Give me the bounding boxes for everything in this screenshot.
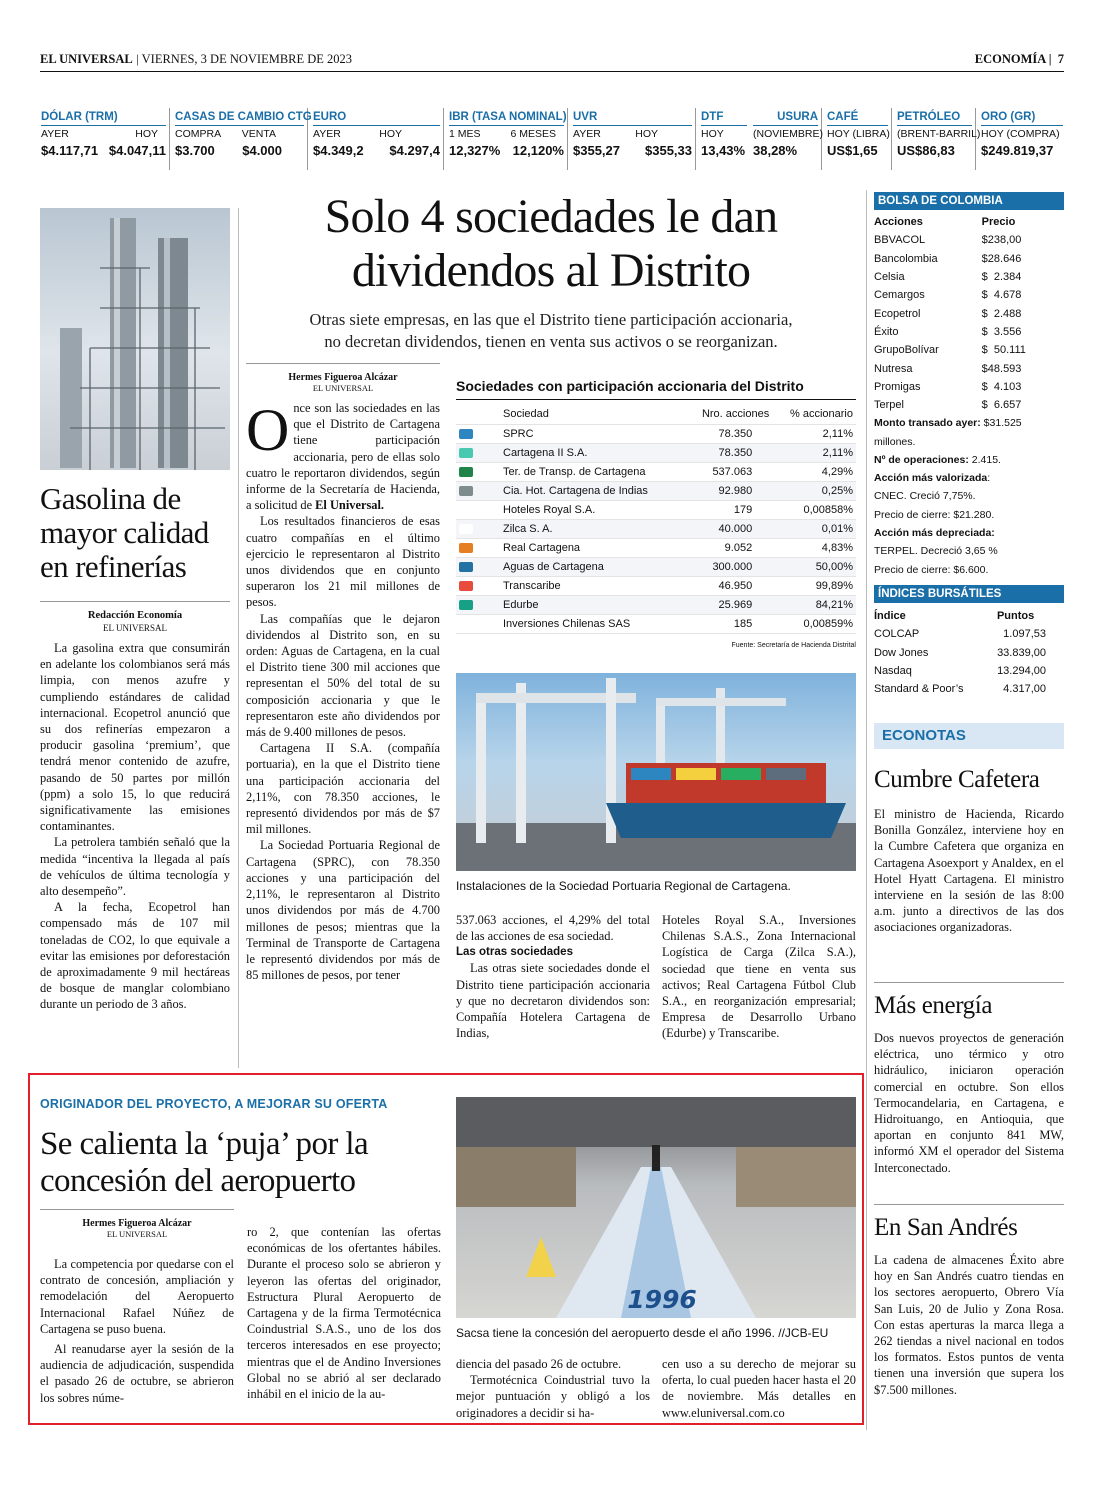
- company-logo-icon: [459, 543, 473, 553]
- table-cell: Zilca S. A.: [500, 519, 683, 538]
- gasoline-title: [40, 482, 230, 584]
- paragraph: diencia del pasado 26 de octubre.: [456, 1357, 622, 1371]
- stat-value: Precio de cierre: $21.280.: [874, 508, 995, 521]
- market-label: PETRÓLEO: [897, 108, 972, 126]
- table-cell: Nutresa: [874, 362, 913, 375]
- table-cell: Dow Jones: [874, 646, 929, 659]
- market-value: $4.117,71: [41, 143, 99, 158]
- table-cell: $ 6.657: [981, 399, 1022, 412]
- table-cell: 92.980: [683, 481, 772, 500]
- photo-year-text: 1996: [627, 1285, 697, 1314]
- market-dolar: [38, 108, 170, 170]
- market-sub: 6 MESES: [510, 128, 556, 140]
- table-cell: Standard & Poor’s: [874, 683, 964, 696]
- main-body-col1: [246, 397, 440, 983]
- market-value: $4.349,2: [313, 143, 364, 158]
- market-sub: (NOVIEMBRE): [753, 128, 824, 140]
- econota-title: Más energía: [874, 992, 993, 1019]
- market-value: US$86,83: [897, 143, 955, 158]
- headline-line: Se calienta la ‘puja’ por la: [40, 1126, 369, 1162]
- market-label: DÓLAR (TRM): [41, 108, 166, 126]
- page-date: VIERNES, 3 DE NOVIEMBRE DE 2023: [141, 52, 353, 66]
- market-euro: [310, 108, 444, 170]
- table-cell: 2,11%: [772, 424, 856, 443]
- newspaper-name: El Universal.: [315, 498, 385, 513]
- paragraph: La competencia por quedarse con el contrato de concesión, ampliación y remodelación del Aeropuerto Internacional Rafael Núñez de Cartagena se puso buena.: [40, 1257, 234, 1336]
- market-sub: HOY: [635, 128, 658, 140]
- company-logo-icon: [459, 619, 473, 629]
- paragraph: nce son las sociedades en las que el Distrito de Cartagena tiene participación accionaria, pero de ellas solo cuatro le reportaron dividendos, según informe de la Secretaría de Hacienda, a solicitud de: [246, 401, 440, 513]
- company-logo-icon: [459, 448, 473, 458]
- market-value: $3.700: [175, 143, 215, 158]
- table-row: [456, 595, 856, 614]
- stat-value: CNEC. Creció 7,75%.: [874, 490, 976, 503]
- table-row: [874, 304, 1054, 322]
- deck-line: no decretan dividendos, tienen en venta sus activos o se reorganizan.: [324, 332, 778, 351]
- table-row: [874, 644, 1046, 662]
- indices-box: [874, 585, 1064, 698]
- market-petroleo: [894, 108, 981, 170]
- table-row: [874, 341, 1054, 359]
- table-cell: 46.950: [683, 576, 772, 595]
- table-cell: 4,29%: [772, 462, 856, 481]
- table-cell: 99,89%: [772, 576, 856, 595]
- table-cell: 0,25%: [772, 481, 856, 500]
- market-ibr: [446, 108, 568, 170]
- table-cell: 78.350: [683, 443, 772, 462]
- table-cell: 25.969: [683, 595, 772, 614]
- market-sub: AYER: [573, 128, 601, 140]
- stat-label: Nº de operaciones:: [874, 453, 969, 466]
- market-usura: [750, 108, 822, 170]
- table-cell: 4,83%: [772, 538, 856, 557]
- table-row: [456, 443, 856, 462]
- market-casas: [172, 108, 312, 170]
- column-header: Acciones: [874, 216, 923, 229]
- market-label: CAFÉ: [827, 108, 888, 126]
- market-uvr: [570, 108, 696, 170]
- airport-photo: [456, 1097, 856, 1318]
- market-label: ORO (GR): [981, 108, 1063, 126]
- paragraph: Hoteles Royal S.A., Inversiones Chilenas S.A.S., Zona Internacional Logística de Carga (Zilca S.A.), sociedad que tiene en venta sus activos; Real Cartagena Fútbol Club S.A., en reorganización empresarial; Empresa de Desarrollo Urbano (Edurbe) y Transcaribe.: [662, 913, 856, 1041]
- airport-headline: [40, 1126, 450, 1200]
- market-label: UVR: [573, 108, 692, 126]
- table-cell: Inversiones Chilenas SAS: [500, 614, 683, 633]
- paragraph: Cartagena II S.A. (compañía portuaria), en la que el Distrito tiene una participación accionaria del 2,11%, con 78.350 acciones, le representó dividendos por más de $7 mil millones.: [246, 741, 440, 837]
- airport-col3: [456, 1356, 650, 1421]
- table-cell: Promigas: [874, 380, 921, 393]
- company-logo-icon: [459, 562, 473, 572]
- sociedades-table: [456, 405, 856, 634]
- table-cell: Cia. Hot. Cartagena de Indias: [500, 481, 683, 500]
- table-cell: 33.839,00: [997, 646, 1046, 659]
- market-value: $4.000: [242, 143, 282, 158]
- table-row: [456, 481, 856, 500]
- market-sub: VENTA: [241, 128, 276, 140]
- table-cell: 40.000: [683, 519, 772, 538]
- airport-col4: [662, 1356, 856, 1421]
- market-sub: HOY: [135, 128, 158, 140]
- market-label: CASAS DE CAMBIO CTG: [175, 108, 304, 126]
- table-cell: 0,00858%: [772, 500, 856, 519]
- company-logo-icon: [459, 524, 473, 534]
- page-number: 7: [1057, 52, 1064, 66]
- byline-org: EL UNIVERSAL: [103, 623, 167, 633]
- table-row: [456, 424, 856, 443]
- market-oro: [978, 108, 1066, 170]
- column-header: % accionario: [772, 405, 856, 424]
- market-sub: AYER: [313, 128, 341, 140]
- stat-value: 2.415.: [968, 453, 1001, 466]
- table-row: [456, 462, 856, 481]
- table-row: [874, 625, 1046, 643]
- airport-photo-caption: Sacsa tiene la concesión del aeropuerto desde el año 1996. //JCB-EU: [456, 1326, 829, 1340]
- section-name: ECONOMÍA: [974, 52, 1046, 66]
- market-label: DTF: [701, 108, 747, 126]
- gasoline-title-line: en refinerías: [40, 549, 187, 584]
- table-cell: $ 4.678: [981, 289, 1022, 302]
- company-logo-icon: [459, 581, 473, 591]
- market-value: 12,120%: [512, 143, 564, 158]
- table-cell: BBVACOL: [874, 234, 926, 247]
- subhead: Las otras sociedades: [456, 946, 573, 959]
- market-value: $355,27: [573, 143, 620, 158]
- table-cell: 1.097,53: [1003, 628, 1046, 641]
- table-row: [874, 231, 1054, 249]
- market-sub: HOY: [379, 128, 402, 140]
- byline-org: EL UNIVERSAL: [106, 1229, 168, 1239]
- company-logo-icon: [459, 486, 473, 496]
- table-cell: $28.646: [981, 252, 1022, 265]
- stat-value: $31.525 millones.: [874, 417, 1022, 448]
- table-row: [874, 680, 1046, 698]
- stat-value: Precio de cierre: $6.600.: [874, 563, 989, 576]
- table-title: Sociedades con participación accionaria del Distrito: [456, 378, 856, 400]
- table-cell: 2,11%: [772, 443, 856, 462]
- table-cell: Éxito: [874, 325, 899, 338]
- byline-name: Hermes Figueroa Alcázar: [82, 1218, 192, 1229]
- table-row: [456, 576, 856, 595]
- table-row: [874, 323, 1054, 341]
- table-cell: 185: [683, 614, 772, 633]
- column-header: Índice: [874, 610, 906, 623]
- table-cell: $ 4.103: [981, 380, 1022, 393]
- table-cell: Nasdaq: [874, 665, 912, 678]
- market-value: 38,28%: [753, 143, 798, 158]
- paragraph: Las otras siete sociedades donde el Distrito tiene participación accionaria y que no decretaron dividendos son: Compañía Hotelera Cartagena de Indias,: [456, 961, 650, 1041]
- table-cell: Edurbe: [500, 595, 683, 614]
- airport-col1: [40, 1256, 234, 1406]
- paragraph: Al reanudarse ayer la sesión de la audiencia de adjudicación, suspendida el pasado 26 de octubre, se abrieron los sobres núme-: [40, 1342, 234, 1405]
- table-cell: Terpel: [874, 399, 904, 412]
- table-cell: Real Cartagena: [500, 538, 683, 557]
- refinery-photo: [40, 208, 230, 470]
- paragraph: El ministro de Hacienda, Ricardo Bonilla González, interviene hoy en la Cumbre Cafetera que organiza en Cartagena Asoexport y Analdex, en el Hotel Hyatt Cartagena. El ministro interviene en la sesión de las 8:00 a.m. junto a directivos de las dos asociaciones organizadoras.: [874, 807, 1064, 935]
- market-value: 12,327%: [449, 143, 501, 158]
- table-cell: Transcaribe: [500, 576, 683, 595]
- stat-label: Acción más depreciada:: [874, 527, 995, 540]
- main-byline: [246, 372, 440, 394]
- port-photo-caption: Instalaciones de la Sociedad Portuaria Regional de Cartagena.: [456, 879, 791, 893]
- table-cell: Cemargos: [874, 289, 925, 302]
- table-row: [874, 359, 1054, 377]
- table-source: Fuente: Secretaría de Hacienda Distrital: [731, 641, 856, 649]
- bolsa-stats: Monto transado ayer: $31.525 millones. Nº de operaciones: 2.415. Acción más valorizada: CNEC. Creció 7,75%. Precio de cierre: $21.280. Acción más depreciada: TERPEL. Decreció 3,65 % Precio de cierre: $6.600.: [874, 414, 1064, 579]
- econotas-title: ECONOTAS: [874, 723, 1064, 749]
- company-logo-icon: [459, 505, 473, 515]
- main-headline: [246, 190, 856, 298]
- market-sub: HOY: [701, 128, 724, 140]
- byline-name: Redacción Economía: [87, 610, 183, 621]
- market-value: US$1,65: [827, 143, 878, 158]
- table-cell: $238,00: [981, 234, 1022, 247]
- table-cell: $ 3.556: [981, 325, 1022, 338]
- table-row: [874, 250, 1054, 268]
- company-logo-icon: [459, 467, 473, 477]
- table-cell: $ 2.488: [981, 307, 1022, 320]
- headline-line: dividendos al Distrito: [351, 244, 751, 297]
- table-cell: 0,00859%: [772, 614, 856, 633]
- stat-label: Acción más valorizada: [874, 472, 988, 485]
- company-logo-icon: [459, 600, 473, 610]
- market-value: 13,43%: [701, 143, 746, 158]
- table-cell: Hoteles Royal S.A.: [500, 500, 683, 519]
- table-cell: 4.317,00: [1003, 683, 1046, 696]
- market-sub: AYER: [41, 128, 69, 140]
- table-cell: Ter. de Transp. de Cartagena: [500, 462, 683, 481]
- econota-cumbre: [874, 764, 1064, 936]
- table-row: [456, 538, 856, 557]
- airport-byline: [40, 1218, 234, 1240]
- table-row: [874, 396, 1054, 414]
- paragraph: La petrolera también señaló que la medida “incentiva la llegada al país de vehículos de última tecnología y alto desempeño”.: [40, 835, 230, 899]
- table-cell: 50,00%: [772, 557, 856, 576]
- table-cell: SPRC: [500, 424, 683, 443]
- stat-label: Monto transado ayer:: [874, 417, 981, 430]
- paragraph: Los resultados financieros de esas cuatro compañías en el último ejercicio le representaron al Distrito unos dividendos que en conjunto superaron los 21 mil millones de pesos.: [246, 514, 440, 610]
- table-row: [874, 268, 1054, 286]
- gasoline-title-line: mayor calidad: [40, 515, 209, 550]
- market-sub: COMPRA: [175, 128, 222, 140]
- market-sub: (BRENT-BARRIL): [897, 128, 981, 140]
- sociedades-table-box: [456, 378, 856, 649]
- bolsa-title: BOLSA DE COLOMBIA: [874, 192, 1064, 210]
- main-deck: [246, 309, 856, 353]
- headline-line: concesión del aeropuerto: [40, 1163, 356, 1199]
- bolsa-table: [874, 213, 1054, 414]
- market-value: $4.297,4: [389, 143, 440, 158]
- column-header: Precio: [981, 216, 1016, 229]
- econota-title: Cumbre Cafetera: [874, 766, 1040, 793]
- market-label: IBR (TASA NOMINAL): [449, 108, 564, 126]
- market-value: $4.047,11: [108, 143, 166, 158]
- market-cafe: [824, 108, 892, 170]
- paragraph: 537.063 acciones, el 4,29% del total de las acciones de esa sociedad.: [456, 913, 650, 944]
- table-row: [456, 614, 856, 633]
- table-cell: 78.350: [683, 424, 772, 443]
- paragraph: Las compañías que le dejaron dividendos al Distrito son, en su orden: Aguas de Cartagena, en la cual el Distrito tiene 300 mil acciones que representan el 50% del total de su composición accionaria y que le representaron este año dividendos por más de 9.400 millones de pesos.: [246, 611, 440, 740]
- table-cell: 9.052: [683, 538, 772, 557]
- drop-cap: O: [246, 397, 290, 463]
- table-cell: $ 50.111: [981, 344, 1026, 357]
- table-cell: 13.294,00: [997, 665, 1046, 678]
- table-cell: 179: [683, 500, 772, 519]
- paragraph: La Sociedad Portuaria Regional de Cartagena (SPRC), con 78.350 acciones y una participación del 2,11%, le representaron al Distrito unos dividendos por más de 4.700 millones de pesos; mientras que la Terminal de Transporte de Cartagena le representó dividendos por más de 85 millones de pesos, por tener: [246, 838, 440, 983]
- paragraph: cen uso a su derecho de mejorar su oferta, lo cual pueden hacer hasta el 20 de noviembre. Más detalles en www.eluniversal.com.co: [662, 1357, 856, 1420]
- market-dtf: [698, 108, 750, 170]
- table-row: [874, 378, 1054, 396]
- table-cell: 0,01%: [772, 519, 856, 538]
- econota-title: En San Andrés: [874, 1214, 1018, 1241]
- table-cell: 537.063: [683, 462, 772, 481]
- paragraph: Termotécnica Coindustrial tuvo la mejor puntuación y obligó a los originadores a decidir si ha-: [456, 1373, 650, 1420]
- main-body-col2: [456, 912, 650, 1041]
- econota-sanandres: [874, 1212, 1064, 1398]
- column-header: Puntos: [996, 610, 1035, 623]
- deck-line: Otras siete empresas, en las que el Distrito tiene participación accionaria,: [309, 310, 793, 329]
- table-cell: Celsia: [874, 271, 905, 284]
- gasoline-byline: [40, 610, 230, 634]
- paragraph: La gasolina extra que consumirán en adelante los colombianos será más limpia, con menos azufre y cumpliendo estándares de calidad internacional. Ecopetrol anunció que su dos refinerías empezaron a producir gasolina ‘premium’, que tendrá menor contenido de azufre, pasando de 50 partes por millón (ppm) a solo 15, lo que reducirá significativamente las emisiones contaminantes.: [40, 641, 230, 834]
- market-label: EURO: [313, 108, 440, 126]
- table-cell: GrupoBolívar: [874, 344, 939, 357]
- paragraph: A la fecha, Ecopetrol han compensado más de 107 mil toneladas de CO2, lo que equivale a evitar las emisiones por deforestación de aproximadamente 9 mil hectáreas de bosque de manglar colombiano durante un periodo de 3 años.: [40, 900, 230, 1012]
- table-cell: Cartagena II S.A.: [500, 443, 683, 462]
- table-row: [456, 519, 856, 538]
- table-cell: Ecopetrol: [874, 307, 921, 320]
- header-rule: [40, 71, 1064, 72]
- market-sub: HOY (LIBRA): [827, 128, 890, 140]
- byline-name: Hermes Figueroa Alcázar: [288, 372, 398, 383]
- table-cell: 300.000: [683, 557, 772, 576]
- table-cell: $48.593: [981, 362, 1022, 375]
- indices-title: ÍNDICES BURSÁTILES: [874, 585, 1064, 603]
- market-value: $355,33: [645, 143, 692, 158]
- stat-value: TERPEL. Decreció 3,65 %: [874, 545, 998, 558]
- indices-table: [874, 607, 1046, 698]
- market-sub: 1 MES: [449, 128, 481, 140]
- paragraph: Dos nuevos proyectos de generación eléctrica, uno térmico y otro hidráulico, iniciaron operación comercial en octubre. Son ellos Termocandelaria, en Cartagena, e Hidroituango, en Antioquia, que aportan en conjunto 841 MW, informó XM el operador del Sistema Interconectado.: [874, 1031, 1064, 1175]
- airport-kicker: ORIGINADOR DEL PROYECTO, A MEJORAR SU OFERTA: [40, 1097, 388, 1111]
- gasoline-body: [40, 640, 230, 1013]
- paragraph: La cadena de almacenes Éxito abre hoy en San Andrés cuatro tiendas en los sectores aeropuerto, Obrero Vía San Luis, 20 de Julio y Zona Rosa. Con estas aperturas la marca llega a 262 tiendas a nivel nacional en todos los formatos. Estos puntos de venta tienen una inversión que supera los $7.500 millones.: [874, 1253, 1064, 1397]
- port-photo: [456, 673, 856, 871]
- table-cell: $ 2.384: [981, 271, 1022, 284]
- table-row: [874, 662, 1046, 680]
- main-body-col3: [662, 912, 856, 1042]
- byline-org: EL UNIVERSAL: [312, 383, 374, 393]
- gasoline-title-line: Gasolina de: [40, 481, 181, 516]
- table-cell: Aguas de Cartagena: [500, 557, 683, 576]
- page-header: EL UNIVERSAL | VIERNES, 3 DE NOVIEMBRE DE 2023 ECONOMÍA | 7: [40, 52, 1064, 66]
- column-header: Nro. acciones: [683, 405, 772, 424]
- paragraph: ro 2, que contenían las ofertas económicas de los ofertantes hábiles. Durante el proceso solo se abrieron y leyeron las ofertas del originador, Estructura Plural Aeropuerto de Cartagena y de la firma Termotécnica Coindustrial S.A.S., uno de los dos terceros interesados en ese proyecto; mientras que el de Andino Inversiones Global no se abrió al ser declarado inhábil en el inicio de la au-: [247, 1225, 441, 1402]
- table-row: [456, 557, 856, 576]
- column-header: Sociedad: [500, 405, 683, 424]
- table-cell: COLCAP: [874, 628, 920, 641]
- table-cell: Bancolombia: [874, 252, 938, 265]
- market-label: USURA: [753, 108, 818, 126]
- airport-col2: [247, 1224, 441, 1402]
- paper-name: EL UNIVERSAL: [40, 52, 133, 66]
- econota-energia: [874, 990, 1064, 1176]
- bolsa-box: [874, 192, 1064, 579]
- table-row: [874, 286, 1054, 304]
- market-sub: HOY (COMPRA): [981, 128, 1060, 140]
- company-logo-icon: [459, 429, 473, 439]
- table-cell: 84,21%: [772, 595, 856, 614]
- table-row: [456, 500, 856, 519]
- headline-line: Solo 4 sociedades le dan: [324, 190, 778, 243]
- market-value: $249.819,37: [981, 143, 1054, 158]
